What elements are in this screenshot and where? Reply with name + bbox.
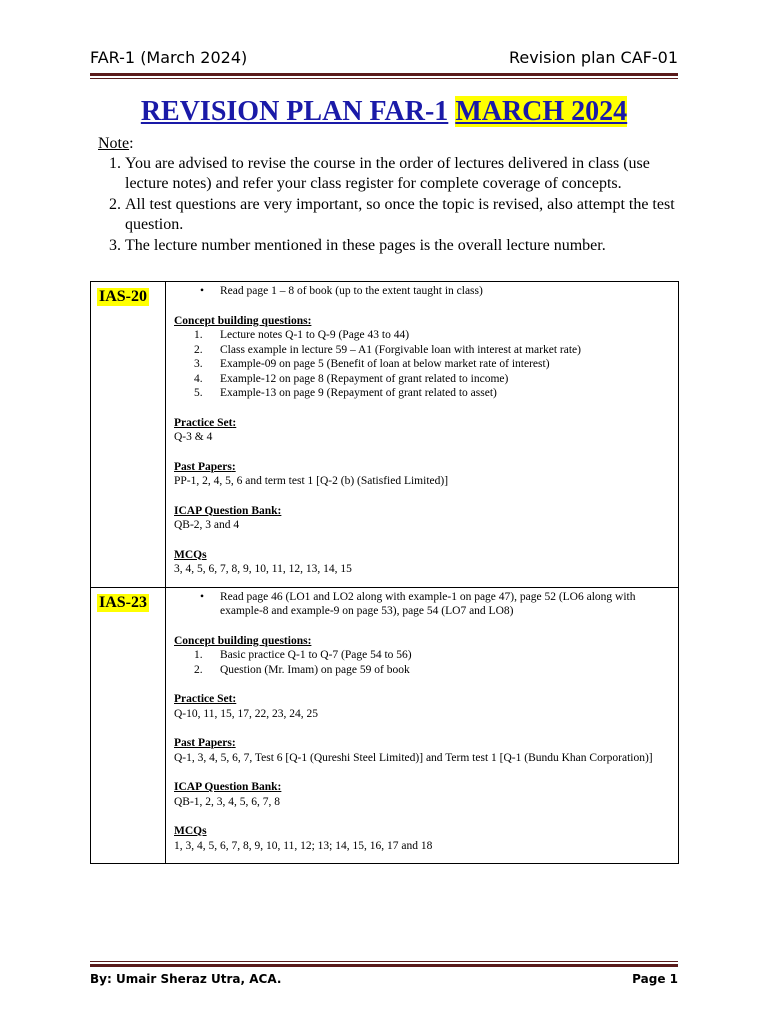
concept-title: Concept building questions: xyxy=(174,634,312,647)
footer-page-number: Page 1 xyxy=(632,972,678,986)
practice-value: Q-3 & 4 xyxy=(174,431,213,443)
mcq-title: MCQs xyxy=(174,548,207,561)
note-label: Note xyxy=(98,135,130,152)
note-list xyxy=(98,154,688,256)
footer-rule-thick xyxy=(90,964,678,967)
concept-title: Concept building questions: xyxy=(174,314,312,327)
past-papers-value: PP-1, 2, 4, 5, 6 and term test 1 [Q-2 (b) (Satisfied Limited)] xyxy=(174,475,449,487)
section-tag-cell xyxy=(91,587,166,864)
footer-author: By: Umair Sheraz Utra, ACA. xyxy=(90,972,282,986)
page-footer xyxy=(90,972,678,986)
section-tag-cell xyxy=(91,282,166,588)
mcq-title: MCQs xyxy=(174,825,207,837)
section-tag: IAS-20 xyxy=(99,288,148,305)
title-part2: MARCH 2024 xyxy=(455,96,628,127)
bullet-icon: • xyxy=(200,590,205,603)
list-item: 2. Class example in lecture 59 – A1 (Forgivable loan with interest at market rate) xyxy=(194,343,581,356)
note-item: 2. All test questions are very important, so once the topic is revised, also attempt the test question. xyxy=(125,195,688,235)
list-item: 1. Basic practice Q-1 to Q-7 (Page 54 to 56) xyxy=(194,649,412,661)
icap-value: QB-1, 2, 3, 4, 5, 6, 7, 8 xyxy=(174,795,281,808)
revision-table xyxy=(90,281,679,864)
note-item: 3. The lecture number mentioned in these pages is the overall lecture number. xyxy=(125,236,688,256)
table-row xyxy=(91,587,679,864)
past-papers-title: Past Papers: xyxy=(174,460,236,473)
bullet-icon: • xyxy=(200,285,205,297)
table-row xyxy=(91,282,679,588)
practice-title: Practice Set: xyxy=(174,693,237,705)
header-right: Revision plan CAF-01 xyxy=(508,48,678,67)
header-left: FAR-1 (March 2024) xyxy=(90,48,248,67)
icap-title: ICAP Question Bank: xyxy=(174,781,282,793)
icap-title: ICAP Question Bank: xyxy=(174,504,282,517)
icap-value: QB-2, 3 and 4 xyxy=(174,519,240,531)
section-tag: IAS-23 xyxy=(99,593,148,611)
practice-value: Q-10, 11, 15, 17, 22, 23, 24, 25 xyxy=(174,707,318,720)
section-body xyxy=(166,587,679,864)
list-item: 5. Example-13 on page 9 (Repayment of grant related to asset) xyxy=(194,387,497,399)
title-part1: REVISION PLAN FAR-1 xyxy=(140,96,449,127)
section-body xyxy=(166,282,679,588)
page-header xyxy=(90,48,678,67)
list-item: 1. Lecture notes Q-1 to Q-9 (Page 43 to 44) xyxy=(194,329,410,341)
list-item: 4. Example-12 on page 8 (Repayment of grant related to income) xyxy=(194,372,509,385)
concept-list xyxy=(174,648,672,677)
practice-title: Practice Set: xyxy=(174,416,237,429)
note-item: 1. You are advised to revise the course in the order of lectures delivered in class (use lecture notes) and refer your class register for complete coverage of concepts. xyxy=(125,154,688,194)
past-papers-value: Q-1, 3, 4, 5, 6, 7, Test 6 [Q-1 (Qureshi Steel Limited)] and Term test 1 [Q-1 (Bundu Khan Corporation)] xyxy=(174,751,653,764)
mcq-value: 1, 3, 4, 5, 6, 7, 8, 9, 10, 11, 12; 13; 14, 15, 16, 17 and 18 xyxy=(174,839,433,852)
footer-rule-thin xyxy=(90,961,678,962)
header-rule-thin xyxy=(90,78,678,79)
read-instruction: • Read page 46 (LO1 and LO2 along with example-1 on page 47), page 52 (LO6 along with example-8 and example-9 on page 53), page 54 (LO7 and LO8) xyxy=(200,590,636,617)
read-instruction: • Read page 1 – 8 of book (up to the extent taught in class) xyxy=(200,285,483,297)
mcq-value: 3, 4, 5, 6, 7, 8, 9, 10, 11, 12, 13, 14, 15 xyxy=(174,563,352,575)
concept-list xyxy=(174,328,672,401)
header-rule-thick xyxy=(90,73,678,76)
note-block: Note: 1. You are advised to revise the course in the order of lectures delivered in class (use lecture notes) and refer your class register for complete coverage of concepts. 2. All test questions are very important, so once the topic is revised, also attempt the test question. 3. The lecture number mentioned in these pages is the overall lecture number. xyxy=(98,134,688,257)
list-item: 3. Example-09 on page 5 (Benefit of loan at below market rate of interest) xyxy=(194,358,550,370)
page-title xyxy=(0,96,768,128)
past-papers-title: Past Papers: xyxy=(174,737,236,749)
list-item: 2. Question (Mr. Imam) on page 59 of book xyxy=(194,663,410,676)
